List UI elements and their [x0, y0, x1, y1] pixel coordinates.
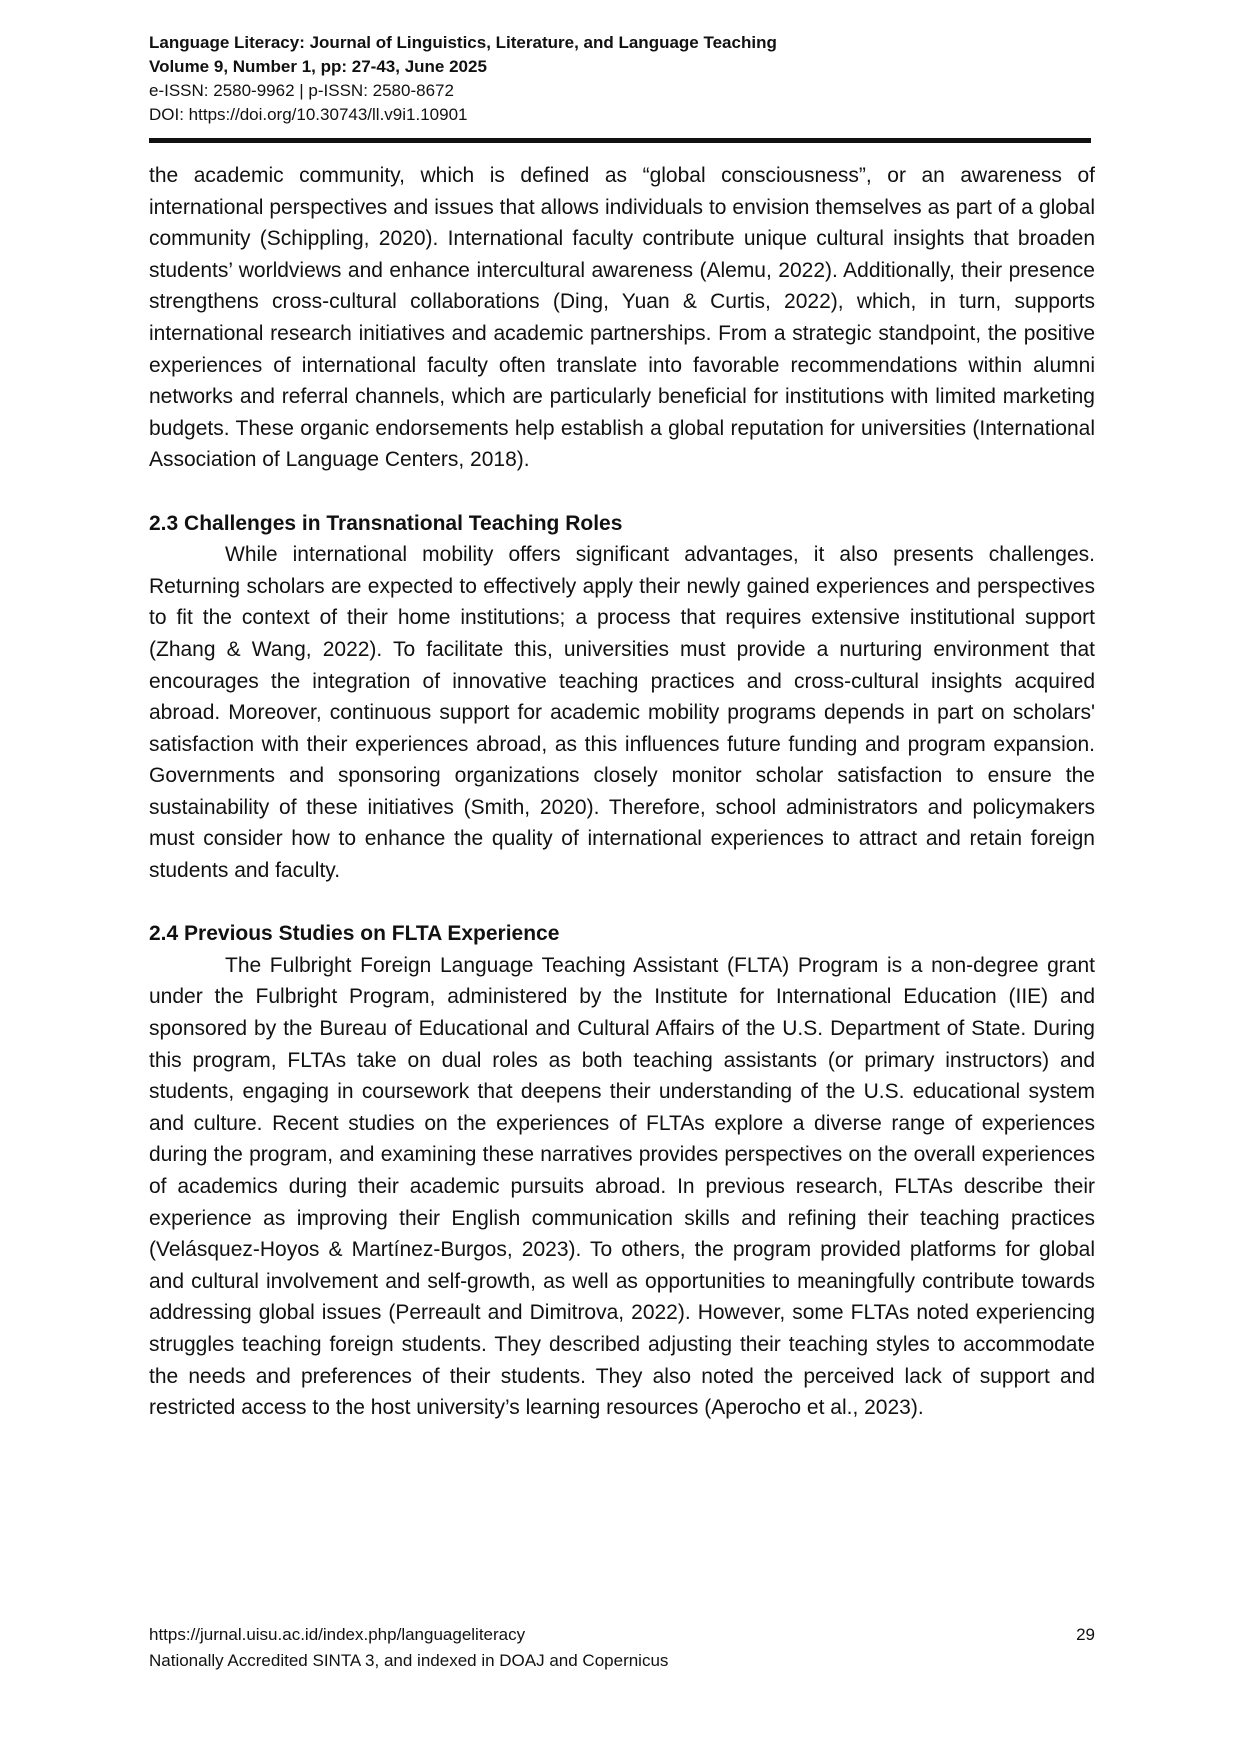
accreditation-note: Nationally Accredited SINTA 3, and indexed in DOAJ and Copernicus — [149, 1651, 669, 1670]
journal-header — [149, 31, 1089, 127]
journal-volume: Volume 9, Number 1, pp: 27-43, June 2025 — [149, 57, 487, 76]
section-spacer — [149, 887, 1095, 919]
journal-issn: e-ISSN: 2580-9962 | p-ISSN: 2580-8672 — [149, 81, 454, 100]
paragraph-2-4: The Fulbright Foreign Language Teaching Assistant (FLTA) Program is a non-degree grant under the Fulbright Program, administered by the Institute for International Education (IIE) and sponsored by the Bureau of Educational and Cultural Affairs of the U.S. Department of State. During this program, FLTAs take on dual roles as both teaching assistants (or primary instructors) and students, engaging in coursework that deepens their understanding of the U.S. educational system and culture. Recent studies on the experiences of FLTAs explore a diverse range of experiences during the program, and examining these narratives provides perspectives on the overall experiences of academics during their academic pursuits abroad. In previous research, FLTAs describe their experience as improving their English communication skills and refining their teaching practices (Velásquez-Hoyos & Martínez-Burgos, 2023). To others, the program provided platforms for global and cultural involvement and self-growth, as well as opportunities to meaningfully contribute towards addressing global issues (Perreault and Dimitrova, 2022). However, some FLTAs noted experiencing struggles teaching foreign students. They described adjusting their teaching styles to accommodate the needs and preferences of their students. They also noted the perceived lack of support and restricted access to the host university’s learning resources (Aperocho et al., 2023). — [149, 953, 1095, 1420]
section-heading-2-4: 2.4 Previous Studies on FLTA Experience — [149, 922, 560, 946]
section-spacer — [149, 476, 1095, 508]
page-number: 29 — [1076, 1625, 1095, 1644]
journal-url[interactable]: https://jurnal.uisu.ac.id/index.php/languageliteracy — [149, 1625, 526, 1644]
page-footer — [149, 1622, 1095, 1674]
journal-title: Language Literacy: Journal of Linguistics, Literature, and Language Teaching — [149, 33, 777, 52]
paragraph-intro: the academic community, which is defined as “global consciousness”, or an awareness of international perspectives and issues that allows individuals to envision themselves as part of a global community (Schippling, 2020). International faculty contribute unique cultural insights that broaden students’ worldviews and enhance intercultural awareness (Alemu, 2022). Additionally, their presence strengthens cross-cultural collaborations (Ding, Yuan & Curtis, 2022), which, in turn, supports international research initiatives and academic partnerships. From a strategic standpoint, the positive experiences of international faculty often translate into favorable recommendations within alumni networks and referral channels, which are particularly beneficial for institutions with limited marketing budgets. These organic endorsements help establish a global reputation for universities (International Association of Language Centers, 2018). — [149, 164, 1095, 472]
journal-doi[interactable]: DOI: https://doi.org/10.30743/ll.v9i1.10901 — [149, 105, 468, 124]
header-divider — [149, 138, 1091, 143]
paragraph-2-3: While international mobility offers significant advantages, it also presents challenges. Returning scholars are expected to effectively apply their newly gained experiences and perspectives to fit the context of their home institutions; a process that requires extensive institutional support (Zhang & Wang, 2022). To facilitate this, universities must provide a nurturing environment that encourages the integration of innovative teaching practices and cross-cultural insights acquired abroad. Moreover, continuous support for academic mobility programs depends in part on scholars' satisfaction with their experiences abroad, as this influences future funding and program expansion. Governments and sponsoring organizations closely monitor scholar satisfaction to ensure the sustainability of these initiatives (Smith, 2020). Therefore, school administrators and policymakers must consider how to enhance the quality of international experiences to attract and retain foreign students and faculty. — [149, 543, 1095, 883]
section-heading-2-3: 2.3 Challenges in Transnational Teaching Roles — [149, 511, 623, 535]
article-body — [149, 160, 1095, 1424]
